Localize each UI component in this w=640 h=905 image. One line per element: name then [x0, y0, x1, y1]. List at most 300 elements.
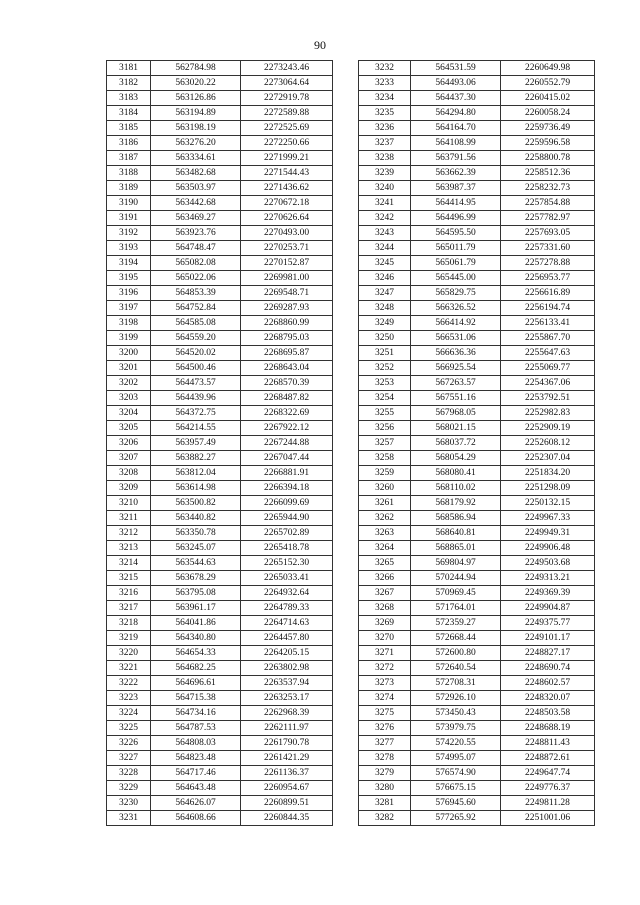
y-coordinate-cell: 2251834.20	[501, 466, 595, 481]
y-coordinate-cell: 2249776.37	[501, 781, 595, 796]
point-number-cell: 3266	[359, 571, 411, 586]
y-coordinate-cell: 2265152.30	[241, 556, 333, 571]
table-row	[107, 91, 333, 106]
x-coordinate-cell: 563923.76	[151, 226, 241, 241]
point-number-cell: 3256	[359, 421, 411, 436]
point-number-cell: 3219	[107, 631, 151, 646]
y-coordinate-cell: 2270672.18	[241, 196, 333, 211]
point-number-cell: 3182	[107, 76, 151, 91]
x-coordinate-cell: 564823.48	[151, 751, 241, 766]
y-coordinate-cell: 2266394.18	[241, 481, 333, 496]
point-number-cell: 3198	[107, 316, 151, 331]
y-coordinate-cell: 2249313.21	[501, 571, 595, 586]
x-coordinate-cell: 571764.01	[411, 601, 501, 616]
x-coordinate-cell: 568021.15	[411, 421, 501, 436]
y-coordinate-cell: 2260552.79	[501, 76, 595, 91]
x-coordinate-cell: 567263.57	[411, 376, 501, 391]
point-number-cell: 3187	[107, 151, 151, 166]
x-coordinate-cell: 568640.81	[411, 526, 501, 541]
table-row	[107, 571, 333, 586]
point-number-cell: 3225	[107, 721, 151, 736]
table-row	[359, 631, 595, 646]
y-coordinate-cell: 2252909.19	[501, 421, 595, 436]
x-coordinate-cell: 564752.84	[151, 301, 241, 316]
point-number-cell: 3196	[107, 286, 151, 301]
table-row	[107, 256, 333, 271]
y-coordinate-cell: 2263537.94	[241, 676, 333, 691]
table-row	[359, 256, 595, 271]
point-number-cell: 3262	[359, 511, 411, 526]
point-number-cell: 3239	[359, 166, 411, 181]
table-row	[107, 331, 333, 346]
x-coordinate-cell: 564654.33	[151, 646, 241, 661]
x-coordinate-cell: 564734.16	[151, 706, 241, 721]
y-coordinate-cell: 2248503.58	[501, 706, 595, 721]
y-coordinate-cell: 2261421.29	[241, 751, 333, 766]
table-row	[107, 436, 333, 451]
table-row	[107, 691, 333, 706]
point-number-cell: 3251	[359, 346, 411, 361]
point-number-cell: 3193	[107, 241, 151, 256]
x-coordinate-cell: 563020.22	[151, 76, 241, 91]
table-row	[359, 346, 595, 361]
y-coordinate-cell: 2249906.48	[501, 541, 595, 556]
y-coordinate-cell: 2258800.78	[501, 151, 595, 166]
y-coordinate-cell: 2270253.71	[241, 241, 333, 256]
y-coordinate-cell: 2257693.05	[501, 226, 595, 241]
y-coordinate-cell: 2264714.63	[241, 616, 333, 631]
point-number-cell: 3205	[107, 421, 151, 436]
x-coordinate-cell: 564608.66	[151, 811, 241, 826]
x-coordinate-cell: 564853.39	[151, 286, 241, 301]
x-coordinate-cell: 565061.79	[411, 256, 501, 271]
y-coordinate-cell: 2260058.24	[501, 106, 595, 121]
table-row	[107, 556, 333, 571]
table-row	[107, 286, 333, 301]
coordinates-table-right	[358, 60, 595, 826]
x-coordinate-cell: 566531.06	[411, 331, 501, 346]
x-coordinate-cell: 563614.98	[151, 481, 241, 496]
table-row	[359, 706, 595, 721]
x-coordinate-cell: 563791.56	[411, 151, 501, 166]
x-coordinate-cell: 563334.61	[151, 151, 241, 166]
table-row	[359, 676, 595, 691]
point-number-cell: 3220	[107, 646, 151, 661]
table-row	[359, 406, 595, 421]
table-row	[359, 751, 595, 766]
point-number-cell: 3188	[107, 166, 151, 181]
point-number-cell: 3270	[359, 631, 411, 646]
point-number-cell: 3204	[107, 406, 151, 421]
point-number-cell: 3258	[359, 451, 411, 466]
x-coordinate-cell: 564214.55	[151, 421, 241, 436]
table-row	[107, 166, 333, 181]
coordinates-table-left	[106, 60, 333, 826]
table-row	[359, 721, 595, 736]
x-coordinate-cell: 563440.82	[151, 511, 241, 526]
point-number-cell: 3207	[107, 451, 151, 466]
x-coordinate-cell: 564108.99	[411, 136, 501, 151]
y-coordinate-cell: 2248872.61	[501, 751, 595, 766]
point-number-cell: 3189	[107, 181, 151, 196]
x-coordinate-cell: 563961.17	[151, 601, 241, 616]
y-coordinate-cell: 2249375.77	[501, 616, 595, 631]
point-number-cell: 3192	[107, 226, 151, 241]
table-row	[107, 346, 333, 361]
x-coordinate-cell: 564626.07	[151, 796, 241, 811]
table-row	[359, 106, 595, 121]
table-row	[359, 211, 595, 226]
y-coordinate-cell: 2268487.82	[241, 391, 333, 406]
table-row	[359, 301, 595, 316]
x-coordinate-cell: 568865.01	[411, 541, 501, 556]
table-row	[107, 706, 333, 721]
point-number-cell: 3221	[107, 661, 151, 676]
table-row	[107, 301, 333, 316]
y-coordinate-cell: 2268570.39	[241, 376, 333, 391]
table-row	[107, 511, 333, 526]
y-coordinate-cell: 2264932.64	[241, 586, 333, 601]
point-number-cell: 3201	[107, 361, 151, 376]
x-coordinate-cell: 563795.08	[151, 586, 241, 601]
point-number-cell: 3235	[359, 106, 411, 121]
point-number-cell: 3230	[107, 796, 151, 811]
y-coordinate-cell: 2249904.87	[501, 601, 595, 616]
table-row	[359, 511, 595, 526]
x-coordinate-cell: 564520.02	[151, 346, 241, 361]
point-number-cell: 3226	[107, 736, 151, 751]
table-row	[359, 316, 595, 331]
table-row	[107, 661, 333, 676]
table-row	[107, 751, 333, 766]
point-number-cell: 3215	[107, 571, 151, 586]
point-number-cell: 3216	[107, 586, 151, 601]
x-coordinate-cell: 564531.59	[411, 61, 501, 76]
table-row	[359, 151, 595, 166]
point-number-cell: 3245	[359, 256, 411, 271]
y-coordinate-cell: 2260415.02	[501, 91, 595, 106]
point-number-cell: 3282	[359, 811, 411, 826]
x-coordinate-cell: 576675.15	[411, 781, 501, 796]
point-number-cell: 3241	[359, 196, 411, 211]
y-coordinate-cell: 2271999.21	[241, 151, 333, 166]
table-row	[107, 316, 333, 331]
coordinates-table-left-body	[107, 61, 333, 826]
table-row	[359, 391, 595, 406]
table-row	[359, 541, 595, 556]
table-row	[107, 496, 333, 511]
x-coordinate-cell: 563469.27	[151, 211, 241, 226]
table-row	[107, 196, 333, 211]
y-coordinate-cell: 2251298.09	[501, 481, 595, 496]
y-coordinate-cell: 2249647.74	[501, 766, 595, 781]
y-coordinate-cell: 2269287.93	[241, 301, 333, 316]
y-coordinate-cell: 2268322.69	[241, 406, 333, 421]
point-number-cell: 3197	[107, 301, 151, 316]
point-number-cell: 3194	[107, 256, 151, 271]
table-row	[107, 241, 333, 256]
x-coordinate-cell: 568080.41	[411, 466, 501, 481]
table-row	[107, 106, 333, 121]
y-coordinate-cell: 2260954.67	[241, 781, 333, 796]
x-coordinate-cell: 564164.70	[411, 121, 501, 136]
point-number-cell: 3218	[107, 616, 151, 631]
x-coordinate-cell: 563503.97	[151, 181, 241, 196]
table-row	[359, 286, 595, 301]
point-number-cell: 3280	[359, 781, 411, 796]
x-coordinate-cell: 576574.90	[411, 766, 501, 781]
y-coordinate-cell: 2268795.03	[241, 331, 333, 346]
y-coordinate-cell: 2266881.91	[241, 466, 333, 481]
x-coordinate-cell: 568586.94	[411, 511, 501, 526]
point-number-cell: 3242	[359, 211, 411, 226]
x-coordinate-cell: 563987.37	[411, 181, 501, 196]
x-coordinate-cell: 565445.00	[411, 271, 501, 286]
y-coordinate-cell: 2259736.49	[501, 121, 595, 136]
point-number-cell: 3259	[359, 466, 411, 481]
x-coordinate-cell: 564439.96	[151, 391, 241, 406]
x-coordinate-cell: 564473.57	[151, 376, 241, 391]
x-coordinate-cell: 563882.27	[151, 451, 241, 466]
y-coordinate-cell: 2273064.64	[241, 76, 333, 91]
y-coordinate-cell: 2252307.04	[501, 451, 595, 466]
point-number-cell: 3249	[359, 316, 411, 331]
table-row	[359, 796, 595, 811]
table-row	[107, 676, 333, 691]
x-coordinate-cell: 563812.04	[151, 466, 241, 481]
x-coordinate-cell: 564748.47	[151, 241, 241, 256]
y-coordinate-cell: 2261790.78	[241, 736, 333, 751]
point-number-cell: 3214	[107, 556, 151, 571]
table-row	[359, 616, 595, 631]
point-number-cell: 3263	[359, 526, 411, 541]
point-number-cell: 3277	[359, 736, 411, 751]
table-row	[359, 226, 595, 241]
y-coordinate-cell: 2270493.00	[241, 226, 333, 241]
x-coordinate-cell: 563500.82	[151, 496, 241, 511]
coordinates-table-right-body	[359, 61, 595, 826]
x-coordinate-cell: 564437.30	[411, 91, 501, 106]
table-row	[359, 781, 595, 796]
x-coordinate-cell: 563194.89	[151, 106, 241, 121]
x-coordinate-cell: 563662.39	[411, 166, 501, 181]
y-coordinate-cell: 2255647.63	[501, 346, 595, 361]
y-coordinate-cell: 2264789.33	[241, 601, 333, 616]
y-coordinate-cell: 2272919.78	[241, 91, 333, 106]
point-number-cell: 3209	[107, 481, 151, 496]
table-row	[107, 526, 333, 541]
point-number-cell: 3272	[359, 661, 411, 676]
x-coordinate-cell: 564808.03	[151, 736, 241, 751]
y-coordinate-cell: 2268860.99	[241, 316, 333, 331]
point-number-cell: 3261	[359, 496, 411, 511]
point-number-cell: 3248	[359, 301, 411, 316]
x-coordinate-cell: 563198.19	[151, 121, 241, 136]
y-coordinate-cell: 2249949.31	[501, 526, 595, 541]
point-number-cell: 3208	[107, 466, 151, 481]
table-row	[107, 616, 333, 631]
y-coordinate-cell: 2257782.97	[501, 211, 595, 226]
x-coordinate-cell: 564595.50	[411, 226, 501, 241]
point-number-cell: 3269	[359, 616, 411, 631]
y-coordinate-cell: 2257331.60	[501, 241, 595, 256]
table-row	[359, 646, 595, 661]
y-coordinate-cell: 2249503.68	[501, 556, 595, 571]
point-number-cell: 3244	[359, 241, 411, 256]
point-number-cell: 3240	[359, 181, 411, 196]
point-number-cell: 3281	[359, 796, 411, 811]
table-row	[107, 76, 333, 91]
table-row	[359, 451, 595, 466]
point-number-cell: 3200	[107, 346, 151, 361]
x-coordinate-cell: 563482.68	[151, 166, 241, 181]
point-number-cell: 3257	[359, 436, 411, 451]
point-number-cell: 3237	[359, 136, 411, 151]
table-row	[359, 661, 595, 676]
point-number-cell: 3184	[107, 106, 151, 121]
table-row	[359, 76, 595, 91]
table-row	[107, 586, 333, 601]
y-coordinate-cell: 2273243.46	[241, 61, 333, 76]
table-row	[359, 466, 595, 481]
table-row	[359, 271, 595, 286]
y-coordinate-cell: 2255069.77	[501, 361, 595, 376]
y-coordinate-cell: 2270152.87	[241, 256, 333, 271]
point-number-cell: 3212	[107, 526, 151, 541]
x-coordinate-cell: 564414.95	[411, 196, 501, 211]
point-number-cell: 3203	[107, 391, 151, 406]
point-number-cell: 3191	[107, 211, 151, 226]
table-row	[107, 481, 333, 496]
y-coordinate-cell: 2257278.88	[501, 256, 595, 271]
y-coordinate-cell: 2248811.43	[501, 736, 595, 751]
y-coordinate-cell: 2249811.28	[501, 796, 595, 811]
table-row	[107, 601, 333, 616]
x-coordinate-cell: 564559.20	[151, 331, 241, 346]
point-number-cell: 3260	[359, 481, 411, 496]
y-coordinate-cell: 2272589.88	[241, 106, 333, 121]
x-coordinate-cell: 564372.75	[151, 406, 241, 421]
table-row	[107, 391, 333, 406]
point-number-cell: 3255	[359, 406, 411, 421]
x-coordinate-cell: 572600.80	[411, 646, 501, 661]
x-coordinate-cell: 565829.75	[411, 286, 501, 301]
x-coordinate-cell: 564682.25	[151, 661, 241, 676]
y-coordinate-cell: 2267244.88	[241, 436, 333, 451]
point-number-cell: 3213	[107, 541, 151, 556]
x-coordinate-cell: 572668.44	[411, 631, 501, 646]
table-row	[359, 166, 595, 181]
y-coordinate-cell: 2271436.62	[241, 181, 333, 196]
x-coordinate-cell: 565011.79	[411, 241, 501, 256]
table-row	[107, 721, 333, 736]
y-coordinate-cell: 2264205.15	[241, 646, 333, 661]
x-coordinate-cell: 564496.99	[411, 211, 501, 226]
table-row	[359, 766, 595, 781]
y-coordinate-cell: 2263802.98	[241, 661, 333, 676]
point-number-cell: 3222	[107, 676, 151, 691]
y-coordinate-cell: 2267922.12	[241, 421, 333, 436]
x-coordinate-cell: 566925.54	[411, 361, 501, 376]
x-coordinate-cell: 568179.92	[411, 496, 501, 511]
x-coordinate-cell: 574995.07	[411, 751, 501, 766]
x-coordinate-cell: 564294.80	[411, 106, 501, 121]
point-number-cell: 3250	[359, 331, 411, 346]
x-coordinate-cell: 569804.97	[411, 556, 501, 571]
y-coordinate-cell: 2260899.51	[241, 796, 333, 811]
y-coordinate-cell: 2248688.19	[501, 721, 595, 736]
point-number-cell: 3223	[107, 691, 151, 706]
y-coordinate-cell: 2256133.41	[501, 316, 595, 331]
point-number-cell: 3228	[107, 766, 151, 781]
point-number-cell: 3276	[359, 721, 411, 736]
y-coordinate-cell: 2267047.44	[241, 451, 333, 466]
table-row	[359, 376, 595, 391]
point-number-cell: 3210	[107, 496, 151, 511]
point-number-cell: 3278	[359, 751, 411, 766]
table-row	[359, 121, 595, 136]
point-number-cell: 3199	[107, 331, 151, 346]
table-row	[359, 136, 595, 151]
x-coordinate-cell: 564696.61	[151, 676, 241, 691]
y-coordinate-cell: 2269548.71	[241, 286, 333, 301]
y-coordinate-cell: 2248827.17	[501, 646, 595, 661]
y-coordinate-cell: 2252608.12	[501, 436, 595, 451]
table-row	[107, 361, 333, 376]
x-coordinate-cell: 564041.86	[151, 616, 241, 631]
table-row	[359, 91, 595, 106]
x-coordinate-cell: 563276.20	[151, 136, 241, 151]
y-coordinate-cell: 2272525.69	[241, 121, 333, 136]
point-number-cell: 3217	[107, 601, 151, 616]
x-coordinate-cell: 565022.06	[151, 271, 241, 286]
point-number-cell: 3273	[359, 676, 411, 691]
table-row	[107, 421, 333, 436]
x-coordinate-cell: 564643.48	[151, 781, 241, 796]
table-row	[359, 331, 595, 346]
table-row	[107, 376, 333, 391]
table-row	[359, 556, 595, 571]
y-coordinate-cell: 2252982.83	[501, 406, 595, 421]
point-number-cell: 3206	[107, 436, 151, 451]
x-coordinate-cell: 564500.46	[151, 361, 241, 376]
x-coordinate-cell: 564493.06	[411, 76, 501, 91]
y-coordinate-cell: 2259596.58	[501, 136, 595, 151]
y-coordinate-cell: 2269981.00	[241, 271, 333, 286]
table-row	[359, 586, 595, 601]
table-row	[107, 811, 333, 826]
table-row	[359, 736, 595, 751]
y-coordinate-cell: 2253792.51	[501, 391, 595, 406]
y-coordinate-cell: 2260649.98	[501, 61, 595, 76]
y-coordinate-cell: 2256194.74	[501, 301, 595, 316]
x-coordinate-cell: 570969.45	[411, 586, 501, 601]
y-coordinate-cell: 2249369.39	[501, 586, 595, 601]
x-coordinate-cell: 564585.08	[151, 316, 241, 331]
table-row	[359, 196, 595, 211]
y-coordinate-cell: 2254367.06	[501, 376, 595, 391]
point-number-cell: 3246	[359, 271, 411, 286]
point-number-cell: 3195	[107, 271, 151, 286]
point-number-cell: 3231	[107, 811, 151, 826]
x-coordinate-cell: 563678.29	[151, 571, 241, 586]
x-coordinate-cell: 568110.02	[411, 481, 501, 496]
table-row	[359, 436, 595, 451]
table-row	[107, 451, 333, 466]
table-row	[107, 541, 333, 556]
x-coordinate-cell: 568037.72	[411, 436, 501, 451]
point-number-cell: 3243	[359, 226, 411, 241]
